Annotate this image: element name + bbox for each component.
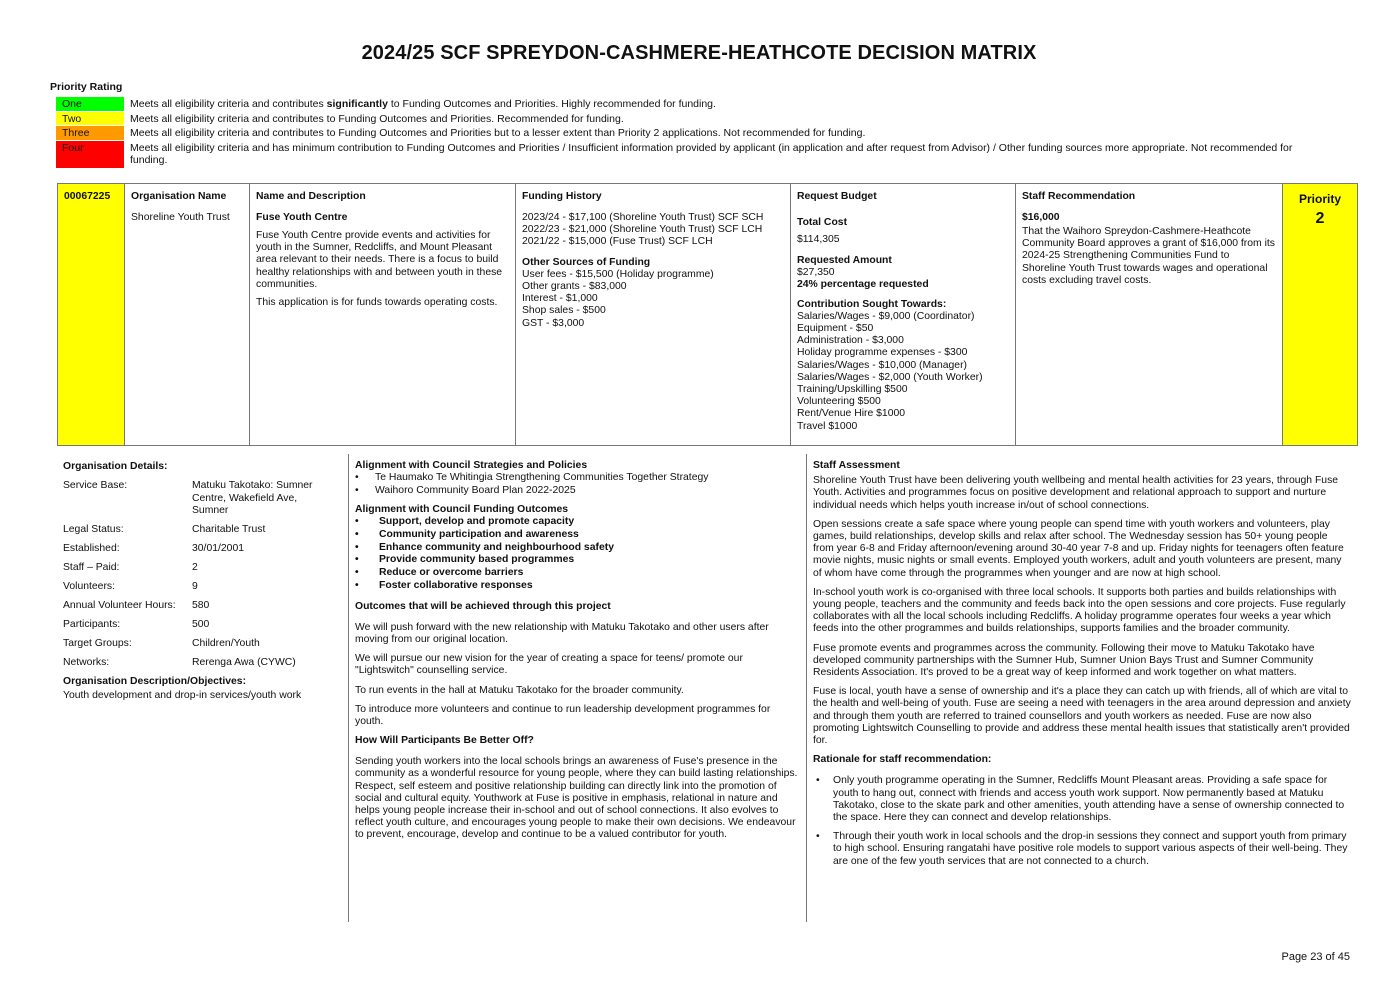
contribution-item: Volunteering $500 [797, 396, 881, 408]
history-item: 2022/23 - $21,000 (Shoreline Youth Trust) SCF LCH [522, 224, 763, 236]
detail-row: Service Base: Matuku Takotako: Sumner Centre, Wakefield Ave, Sumner [63, 480, 313, 516]
history-item: 2023/24 - $17,100 (Shoreline Youth Trust) SCF SCH [522, 212, 764, 223]
detail-row: Established: 30/01/2001 [63, 543, 245, 554]
legend-row-one [56, 97, 1316, 112]
contribution-item: Equipment - $50 [797, 323, 874, 335]
project-outcome: We will pursue our new vision for the year of creating a space for teens/ promote our "Lightswitch" counselling service. [355, 653, 743, 677]
detail-row: Annual Volunteer Hours: 580 [63, 600, 210, 611]
better-off-text: Sending youth workers into the local schools brings an awareness of Fuse's presence in the community as a wonderful resource for young people, where they can build lasting relationships. Respect, self esteem and positive relationship building can directly link into the promotion of social and cultural equity. Youthwork at Fuse is positive in emphasis, relational in nature and helps young people increase their in-school and out of school connections. It also evolves to reflect youth culture, and encourages young people to make their own decisions. We endeavour to prevent, encourage, develop and continue to be a valued contributor for youth. [355, 756, 798, 841]
project-description: Fuse Youth Centre provide events and activities for youth in the Sumner, Redcliffs, and Mount Pleasant area relevant to their needs. There is a focus to build healthy relationships with and between youth in these communities. [256, 230, 503, 290]
list-item: • Only youth programme operating in the Sumner, Redcliffs Mount Pleasant areas. Providing a safe space for youth to hang out, connect with friends and access youth work support. Now permanently based at Matuku Takotako, close to the skate park and other amenities, youth attending have a sense of ownership connected to the space. Here they can connect and develop relationships. [813, 775, 1351, 824]
contribution-item: Travel $1000 [797, 420, 858, 432]
legend-row-two [56, 112, 1316, 127]
list-item: • Support, develop and promote capacity [355, 516, 798, 529]
application-id: 00067225 [64, 191, 111, 202]
list-item: • Waihoro Community Board Plan 2022-2025 [355, 485, 798, 498]
other-source-item: Other grants - $83,000 [522, 281, 627, 293]
rationale-list [813, 775, 1351, 867]
better-off-heading: How Will Participants Be Better Off? [355, 735, 534, 747]
contribution-heading: Contribution Sought Towards: [797, 298, 947, 310]
org-details-heading: Organisation Details: [63, 461, 168, 472]
total-cost-value: $114,305 [797, 234, 840, 245]
other-source-item: User fees - $15,500 (Holiday programme) [522, 268, 714, 280]
organisation-heading: Organisation Name [131, 191, 227, 202]
staff-assessment-heading: Staff Assessment [813, 460, 900, 471]
priority-legend [56, 97, 1316, 169]
detail-row: Networks: Rerenga Awa (CYWC) [63, 657, 296, 668]
outcomes-heading: Alignment with Council Funding Outcomes [355, 503, 568, 515]
page-number: Page 23 of 45 [1281, 951, 1350, 963]
other-sources-heading: Other Sources of Funding [522, 256, 651, 268]
priority-label: Priority [1298, 192, 1341, 206]
strategies-heading: Alignment with Council Strategies and Policies [355, 460, 588, 471]
staff-assessment [806, 454, 1357, 922]
legend-desc-four: Meets all eligibility criteria and has minimum contribution to Funding Outcomes and Priorities / Insufficient information provided by applicant (in application and after request from Advisor) / Other funding sources more appropriate. Not recommended for funding. [130, 141, 1293, 166]
requested-amount-value: $27,350 [797, 267, 835, 279]
list-item: • Community participation and awareness [355, 529, 798, 542]
legend-row-four [56, 141, 1316, 169]
detail-row: Participants: 500 [63, 619, 210, 630]
application-id-cell [58, 184, 125, 446]
organisation-details [57, 454, 342, 922]
funding-history-cell [516, 184, 791, 446]
legend-swatch-three: Three [56, 126, 124, 141]
assessment-paragraph: Open sessions create a safe space where young people can spend time with youth workers and volunteers, play games, build relationships, develop skills and relax after school. The Wednesday session has 50+ young people from year 6-8 and Friday afternoon/evening around 30-40 year 7-8 and up. Friday nights for teenagers often feature movie nights, music nights or small events. Employed youth workers, adult and youth volunteers are present, many of whom have come through the programmes when younger and are now at high school. [813, 518, 1344, 579]
legend-swatch-four: Four [56, 141, 124, 169]
project-outcomes-heading: Outcomes that will be achieved through this project [355, 600, 611, 612]
history-item: 2021/22 - $15,000 (Fuse Trust) SCF LCH [522, 236, 713, 248]
legend-desc-one: Meets all eligibility criteria and contributes significantly to Funding Outcomes and Priorities. Highly recommended for funding. [130, 98, 716, 110]
project-outcome: To introduce more volunteers and continue to run leadership development programmes for youth. [355, 703, 771, 727]
recommended-amount: $16,000 [1022, 212, 1060, 223]
application-table [57, 183, 1358, 446]
priority-cell [1283, 184, 1358, 446]
contribution-item: Rent/Venue Hire $1000 [797, 408, 906, 420]
priority-rating-heading: Priority Rating [50, 81, 123, 93]
org-description-heading: Organisation Description/Objectives: [63, 676, 247, 687]
list-item: • Reduce or overcome barriers [355, 567, 798, 580]
project-outcome: To run events in the hall at Matuku Takotako for the broader community. [355, 684, 684, 696]
project-purpose: This application is for funds towards operating costs. [256, 297, 498, 309]
other-source-item: GST - $3,000 [522, 317, 585, 329]
org-description: Youth development and drop-in services/youth work [63, 690, 302, 702]
detail-row: Legal Status: Charitable Trust [63, 524, 266, 535]
contribution-item: Salaries/Wages - $2,000 (Youth Worker) [797, 371, 983, 383]
detail-row: Target Groups: Children/Youth [63, 638, 260, 649]
staff-recommendation-cell [1016, 184, 1283, 446]
organisation-cell [125, 184, 250, 446]
legend-swatch-one: One [56, 97, 124, 112]
detail-row: Volunteers: 9 [63, 581, 198, 592]
assessment-paragraph: Shoreline Youth Trust have been delivering youth wellbeing and mental health activities for 23 years, through Fuse Youth. Activities and programmes focus on positive development and relational approach to support and nurture individual needs which helps youth increase in/out of school connections. [813, 475, 1339, 511]
project-name: Fuse Youth Centre [256, 212, 348, 223]
legend-desc-three: Meets all eligibility criteria and contributes to Funding Outcomes and Priorities but to a lesser extent than Priority 2 applications. Not recommended for funding. [130, 127, 866, 139]
detail-row: Staff – Paid: 2 [63, 562, 198, 573]
outcomes-list [355, 516, 798, 593]
percentage-requested: 24% percentage requested [797, 279, 929, 291]
details-section [57, 454, 1357, 922]
recommendation-text: That the Waihoro Spreydon-Cashmere-Heathcote Community Board approves a grant of $16,000 from its 2024-25 Strengthening Communities Fund to Shoreline Youth Trust towards wages and operational costs excluding travel costs. [1022, 226, 1275, 286]
contribution-item: Salaries/Wages - $9,000 (Coordinator) [797, 310, 975, 322]
other-source-item: Shop sales - $500 [522, 305, 606, 317]
project-outcome: We will push forward with the new relationship with Matuku Takotako and other users after moving from our original location. [355, 621, 769, 645]
staff-recommendation-heading: Staff Recommendation [1022, 191, 1136, 202]
assessment-paragraph: In-school youth work is co-organised with three local schools. It supports both parties and builds relationships with young people, teachers and the community and feeds back into the open sessions and core projects. Fuse regularly collaborates with all the local schools including Redcliffs. A holiday programme operates four weeks a year which feeds into the other programmes and builds relationships, supports families and the broader community. [813, 586, 1346, 635]
other-source-item: Interest - $1,000 [522, 293, 598, 305]
list-item: • Through their youth work in local schools and the drop-in sessions they connect and support youth from primary to high school. Ensuring rangatahi have positive role models to support various aspects of their well-being. They are one of the few youth services that are not connected to a church. [813, 831, 1351, 868]
description-heading: Name and Description [256, 191, 366, 202]
contribution-item: Training/Upskilling $500 [797, 384, 908, 396]
list-item: • Foster collaborative responses [355, 580, 798, 593]
contribution-item: Holiday programme expenses - $300 [797, 347, 968, 359]
page-title: 2024/25 SCF SPREYDON-CASHMERE-HEATHCOTE DECISION MATRIX [361, 42, 1037, 64]
priority-value: 2 [1315, 210, 1325, 227]
legend-swatch-two: Two [56, 112, 124, 127]
list-item: • Te Haumako Te Whitingia Strengthening Communities Together Strategy [355, 472, 798, 485]
request-budget-cell [791, 184, 1016, 446]
list-item: • Enhance community and neighbourhood safety [355, 542, 798, 555]
assessment-paragraph: Fuse is local, youth have a sense of ownership and it's a place they can catch up with friends, all of which are vital to the health and well-being of youth. Fuse are seeing a need with teenagers in the area around depression and anxiety and through them youth are referred to trained counsellors and youth workers as needed. Fuse are now also promoting Lightswitch Counselling to provide and address these mental health issues that statistically aren't provided for. [813, 686, 1351, 747]
strategies-list [355, 472, 798, 498]
contribution-item: Salaries/Wages - $10,000 (Manager) [797, 359, 967, 371]
funding-history-heading: Funding History [522, 191, 602, 202]
contribution-item: Administration - $3,000 [797, 335, 904, 347]
rationale-heading: Rationale for staff recommendation: [813, 754, 992, 766]
organisation-name: Shoreline Youth Trust [131, 212, 230, 223]
request-budget-heading: Request Budget [797, 191, 877, 202]
alignment-section [348, 454, 804, 922]
assessment-paragraph: Fuse promote events and programmes across the community. Following their move to Matuku Takotako have developed community partnerships with the Sumner Hub, Sumner Union Bays Trust and Sumner Community Residents Association. It's proved to be a great way of keep informed and work together on what matters. [813, 642, 1315, 679]
total-cost-label: Total Cost [797, 217, 848, 228]
legend-row-three [56, 126, 1316, 141]
requested-amount-label: Requested Amount [797, 255, 892, 266]
legend-desc-two: Meets all eligibility criteria and contributes to Funding Outcomes and Priorities. Recommended for funding. [130, 112, 624, 125]
list-item: • Provide community based programmes [355, 554, 798, 567]
description-cell [250, 184, 516, 446]
